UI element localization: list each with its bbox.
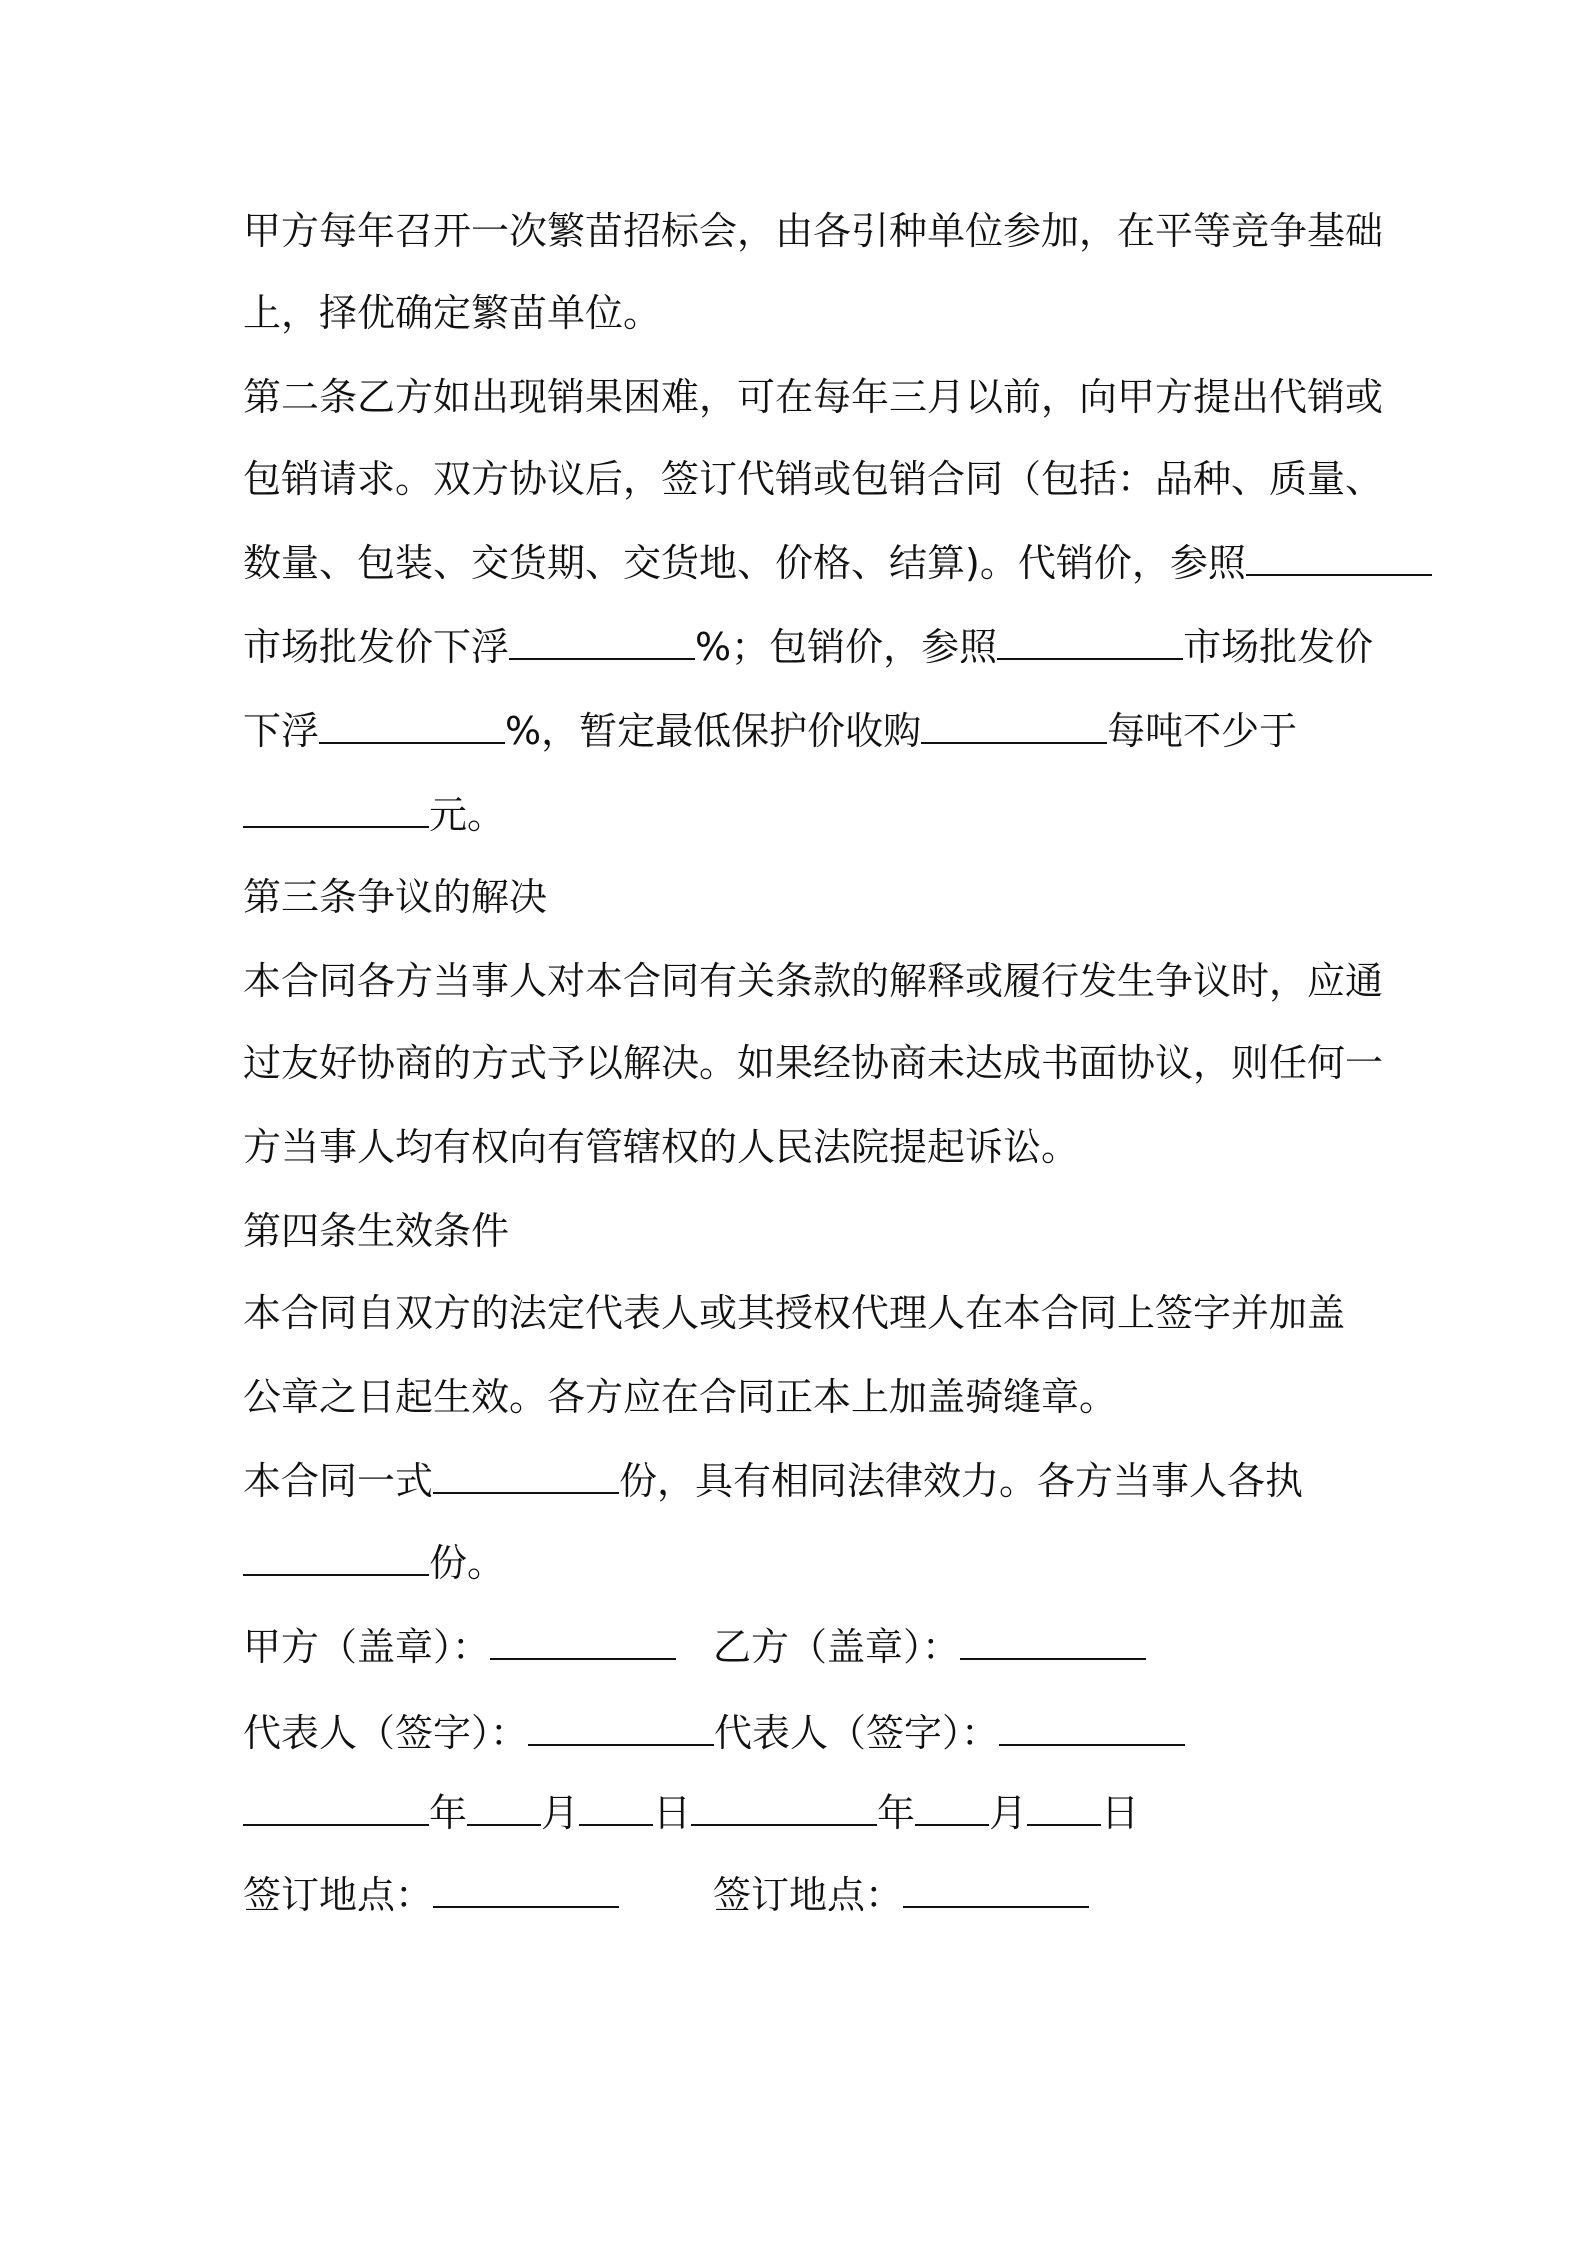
line-text: 市场批发价下浮 xyxy=(243,625,510,669)
line-text: 本合同一式 xyxy=(243,1459,434,1503)
date-row xyxy=(243,1790,1363,1836)
fill-blank[interactable] xyxy=(579,1790,653,1826)
day-label: 日 xyxy=(1101,1791,1140,1835)
label: 代表人（签字）： xyxy=(714,1711,1000,1755)
paragraph-line xyxy=(243,792,1363,838)
line-text: %；包销价，参照 xyxy=(695,625,998,669)
year-label: 年 xyxy=(877,1791,916,1835)
line-text: 数量、包装、交货期、交货地、价格、结算)。代销价，参照 xyxy=(243,541,1246,585)
section-heading: 第四条生效条件 xyxy=(243,1209,510,1253)
fill-blank[interactable] xyxy=(691,1790,877,1826)
paragraph-line: 本合同自双方的法定代表人或其授权代理人在本合同上签字并加盖 xyxy=(243,1291,1346,1335)
fill-blank[interactable] xyxy=(243,1540,429,1576)
line-text: 元。 xyxy=(429,793,506,837)
place-b xyxy=(713,1872,1089,1918)
paragraph-line: 第二条乙方如出现销果困难，可在每年三月以前，向甲方提出代销或 xyxy=(243,375,1384,419)
fill-blank[interactable] xyxy=(1027,1790,1101,1826)
label: 乙方（盖章）： xyxy=(713,1625,961,1669)
paragraph-line: 过友好协商的方式予以解决。如果经协商未达成书面协议，则任何一 xyxy=(243,1041,1384,1085)
fill-blank[interactable] xyxy=(997,624,1183,660)
paragraph-line: 本合同各方当事人对本合同有关条款的解释或履行发生争议时，应通 xyxy=(243,959,1384,1003)
party-a-seal xyxy=(243,1624,676,1670)
paragraph-line: 公章之日起生效。各方应在合同正本上加盖骑缝章。 xyxy=(243,1375,1118,1419)
month-label: 月 xyxy=(541,1791,580,1835)
fill-blank[interactable] xyxy=(915,1790,989,1826)
fill-blank[interactable] xyxy=(960,1624,1146,1660)
paragraph-line: 上，择优确定繁苗单位。 xyxy=(243,291,662,335)
paragraph-line: 甲方每年召开一次繁苗招标会，由各引种单位参加，在平等竞争基础 xyxy=(243,209,1384,253)
label: 甲方（盖章）： xyxy=(243,1625,491,1669)
line-text: 市场批发价 xyxy=(1183,625,1374,669)
paragraph-line xyxy=(243,1540,1363,1586)
line-text: 下浮 xyxy=(243,709,320,753)
fill-blank[interactable] xyxy=(243,1790,429,1826)
paragraph-line xyxy=(243,1458,1363,1504)
fill-blank[interactable] xyxy=(433,1872,619,1908)
month-label: 月 xyxy=(989,1791,1028,1835)
paragraph-line xyxy=(243,624,1374,670)
fill-blank[interactable] xyxy=(528,1710,714,1746)
fill-blank[interactable] xyxy=(1246,540,1432,576)
section-heading: 第三条争议的解决 xyxy=(243,875,548,919)
fill-blank[interactable] xyxy=(509,624,695,660)
fill-blank[interactable] xyxy=(243,792,429,828)
day-label: 日 xyxy=(653,1791,692,1835)
label: 签订地点： xyxy=(243,1873,434,1917)
fill-blank[interactable] xyxy=(433,1458,619,1494)
line-text: 每吨不少于 xyxy=(1107,709,1298,753)
paragraph-line xyxy=(243,708,1363,754)
paragraph-line: 包销请求。双方协议后，签订代销或包销合同（包括：品种、质量、 xyxy=(243,457,1384,501)
fill-blank[interactable] xyxy=(921,708,1107,744)
label: 签订地点： xyxy=(713,1873,904,1917)
fill-blank[interactable] xyxy=(903,1872,1089,1908)
label: 代表人（签字）： xyxy=(243,1711,529,1755)
paragraph-line xyxy=(243,540,1363,586)
line-text: 份。 xyxy=(429,1541,506,1585)
representative-row xyxy=(243,1710,1363,1756)
line-text: 份，具有相同法律效力。各方当事人各执 xyxy=(619,1459,1304,1503)
line-text: %，暂定最低保护价收购 xyxy=(505,709,922,753)
place-a xyxy=(243,1872,619,1918)
party-b-seal xyxy=(713,1624,1146,1670)
fill-blank[interactable] xyxy=(467,1790,541,1826)
paragraph-line: 方当事人均有权向有管辖权的人民法院提起诉讼。 xyxy=(243,1125,1080,1169)
fill-blank[interactable] xyxy=(490,1624,676,1660)
fill-blank[interactable] xyxy=(319,708,505,744)
year-label: 年 xyxy=(429,1791,468,1835)
fill-blank[interactable] xyxy=(999,1710,1185,1746)
